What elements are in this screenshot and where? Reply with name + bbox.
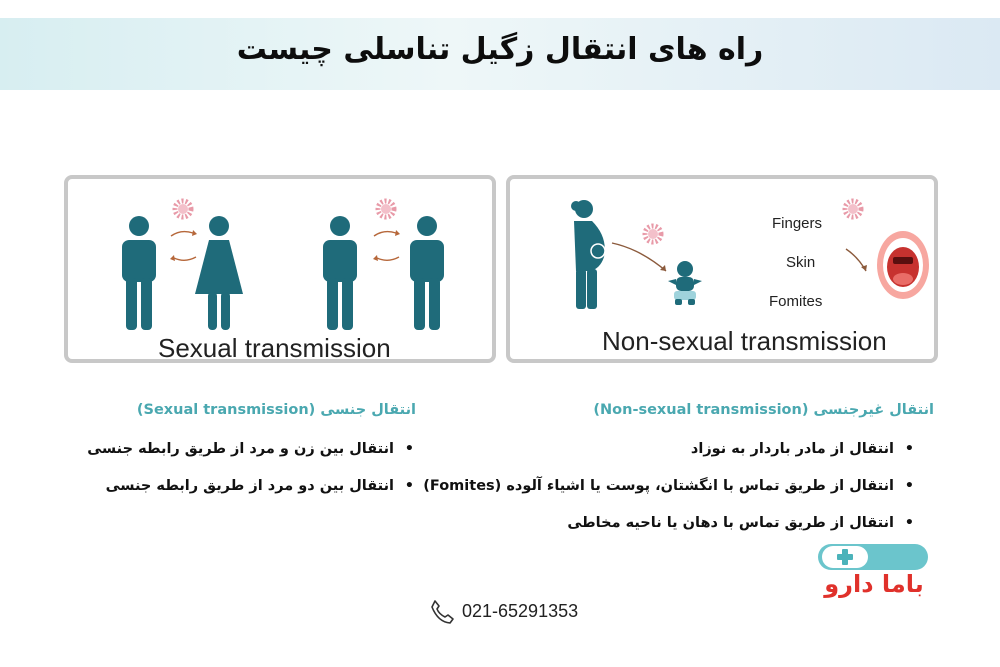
sexual-transmission-illustration bbox=[68, 179, 492, 359]
open-mouth-icon bbox=[877, 231, 929, 299]
swap-arrow-icon bbox=[374, 232, 396, 236]
phone-icon bbox=[428, 598, 456, 626]
list-item: • انتقال از مادر باردار به نوزاد bbox=[423, 438, 916, 475]
list-item: • انتقال بین دو مرد از طریق رابطه جنسی bbox=[87, 475, 416, 512]
sexual-transmission-panel bbox=[64, 175, 496, 363]
non-sexual-list bbox=[423, 438, 916, 549]
man-figure bbox=[122, 216, 156, 330]
swap-arrow-icon bbox=[171, 232, 193, 236]
brand-logo bbox=[818, 544, 930, 602]
non-sexual-transmission-panel bbox=[506, 175, 938, 363]
pregnant-woman-figure bbox=[571, 200, 605, 309]
fingers-label: Fingers bbox=[772, 215, 823, 232]
sexual-list bbox=[87, 438, 416, 512]
sexual-heading: انتقال جنسی (Sexual transmission) bbox=[136, 402, 416, 418]
virus-icon bbox=[845, 201, 861, 217]
sexual-transmission-caption: Sexual transmission bbox=[158, 333, 391, 363]
fomites-label: Fomites bbox=[769, 293, 823, 310]
title-banner bbox=[0, 18, 1000, 90]
page-title: راه های انتقال زگیل تناسلی چیست bbox=[236, 32, 764, 67]
non-sexual-transmission-caption: Non-sexual transmission bbox=[602, 326, 887, 356]
virus-icon bbox=[378, 201, 394, 217]
contact-phone bbox=[428, 598, 579, 626]
list-item: • انتقال از طریق تماس با انگشتان، پوست یا اشیاء آلوده (Fomites) bbox=[423, 475, 916, 512]
skin-label: Skin bbox=[786, 254, 816, 271]
virus-icon bbox=[645, 226, 661, 242]
non-sexual-heading: انتقال غیرجنسی (Non-sexual transmission) bbox=[593, 402, 934, 418]
list-item: • انتقال بین زن و مرد از طریق رابطه جنسی bbox=[87, 438, 416, 475]
man-figure bbox=[410, 216, 444, 330]
virus-icon bbox=[175, 201, 191, 217]
baby-figure bbox=[668, 261, 702, 300]
man-figure bbox=[323, 216, 357, 330]
list-item: • انتقال از طریق تماس با دهان یا ناحیه مخاطی bbox=[423, 512, 916, 549]
logo-text: باما دارو bbox=[824, 570, 924, 598]
phone-number: 021-65291353 bbox=[462, 601, 579, 621]
arrow-icon bbox=[612, 243, 666, 271]
plus-icon bbox=[822, 546, 868, 568]
woman-figure bbox=[195, 216, 243, 330]
